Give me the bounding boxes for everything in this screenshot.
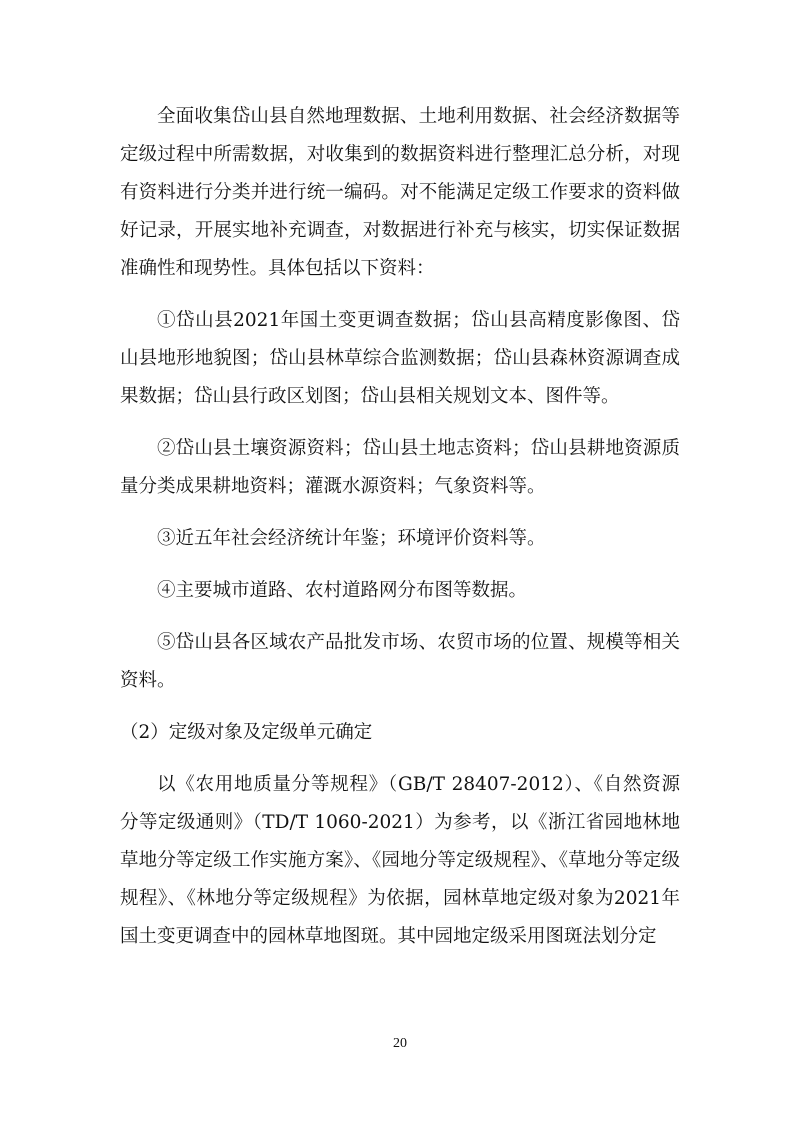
document-body	[120, 98, 680, 970]
list-item-3: ③近五年社会经济统计年鉴；环境评价资料等。	[157, 528, 546, 549]
section-heading: （2）定级对象及定级单元确定	[120, 722, 373, 743]
paragraph-data-collection: 全面收集岱山县自然地理数据、土地利用数据、社会经济数据等定级过程中所需数据，对收集到的数据资料进行整理汇总分析，对现有资料进行分类并进行统一编码。对不能满足定级工作要求的资料做好记录，开展实地补充调查，对数据进行补充与核实，切实保证数据准确性和现势性。具体包括以下资料：	[120, 106, 680, 279]
list-item-2: ②岱山县土壤资源资料；岱山县土地志资料；岱山县耕地资源质量分类成果耕地资料；灌溉水源资料；气象资料等。	[120, 438, 680, 497]
paragraph-grading-object: 以《农用地质量分等规程》（GB/T 28407-2012）、《自然资源分等定级通则》（TD/T 1060-2021）为参考，以《浙江省园地林地草地分等定级工作实施方案》、《园地分等定级规程》、《草地分等定级规程》、《林地分等定级规程》为依据，园林草地定级对象为2021年国土变更调查中的园林草地图斑。其中园地定级采用图斑法划分定	[120, 774, 680, 947]
list-item-1: ①岱山县2021年国土变更调查数据；岱山县高精度影像图、岱山县地形地貌图；岱山县林草综合监测数据；岱山县森林资源调查成果数据；岱山县行政区划图；岱山县相关规划文本、图件等。	[120, 310, 680, 407]
list-item-5: ⑤岱山县各区域农产品批发市场、农贸市场的位置、规模等相关资料。	[120, 632, 680, 691]
list-item-4: ④主要城市道路、农村道路网分布图等数据。	[157, 580, 528, 601]
page-number: 20	[393, 1036, 407, 1051]
